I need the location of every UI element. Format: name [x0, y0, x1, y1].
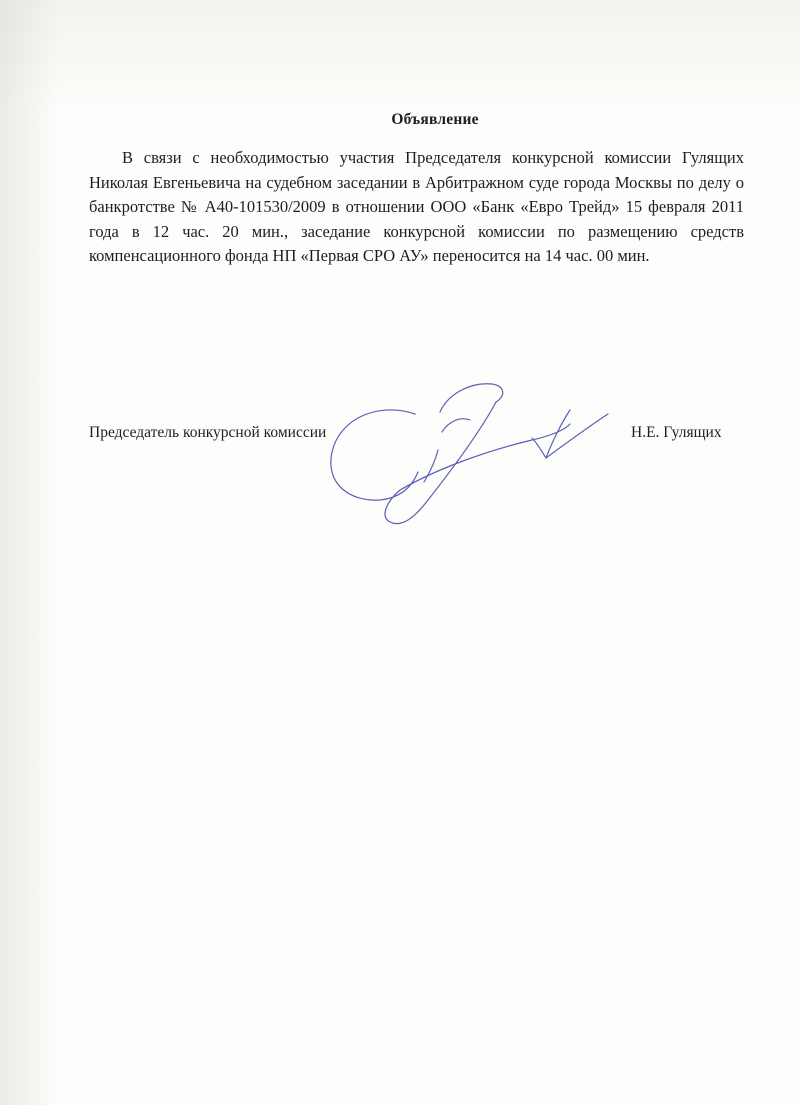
signatory-name: Н.Е. Гулящих — [631, 424, 722, 441]
scan-shadow — [0, 0, 60, 1105]
document-title: Объявление — [391, 111, 479, 128]
signature-stroke — [385, 402, 496, 524]
handwritten-signature — [320, 372, 620, 532]
announcement-paragraph: В связи с необходимостью участия Председателя конкурсной комиссии Гулящих Николая Евгеньевича на судебном заседании в Арбитражном суде города Москвы по делу о банкротстве № А40-101530/2009 в отношении ООО «Банк «Евро Трейд» 15 февраля 2011 года в 12 час. 20 мин., заседание конкурсной комиссии по размещению средств компенсационного фонда НП «Первая СРО АУ» переносится на 14 час. 00 мин. — [89, 148, 744, 265]
scan-shadow-top — [0, 0, 800, 110]
signature-stroke — [532, 410, 570, 458]
signatory-role: Председатель конкурсной комиссии — [89, 424, 327, 441]
signature-stroke — [442, 419, 470, 432]
signature-stroke — [424, 450, 438, 482]
